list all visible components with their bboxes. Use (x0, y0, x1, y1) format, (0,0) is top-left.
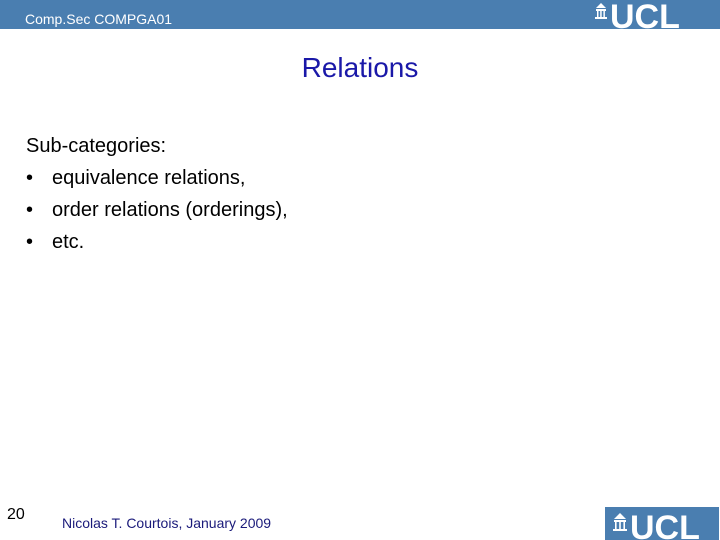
slide-title (0, 51, 720, 85)
slide-content (26, 130, 288, 258)
ucl-logo-footer-text: UCL (630, 509, 700, 540)
ucl-logo-text: UCL (610, 0, 680, 29)
list-item (26, 162, 288, 194)
bullet-text: etc. (52, 231, 85, 253)
list-item (26, 226, 288, 258)
bullet-text: equivalence relations, (52, 167, 246, 189)
course-code: Comp.Sec COMPGA01 (25, 11, 173, 27)
ucl-logo (592, 0, 702, 29)
header-bar (0, 0, 720, 29)
ucl-logo-footer (605, 507, 719, 540)
slide-title-text: Relations (301, 52, 419, 83)
bullet-icon: • (26, 167, 34, 189)
bullet-text: order relations (orderings), (52, 199, 288, 221)
intro-text: Sub-categories: (26, 135, 167, 157)
page-number: 20 (7, 506, 25, 523)
list-item (26, 194, 288, 226)
bullet-icon: • (26, 199, 34, 221)
footer-author-date: Nicolas T. Courtois, January 2009 (62, 515, 272, 531)
bullet-icon: • (26, 231, 34, 253)
